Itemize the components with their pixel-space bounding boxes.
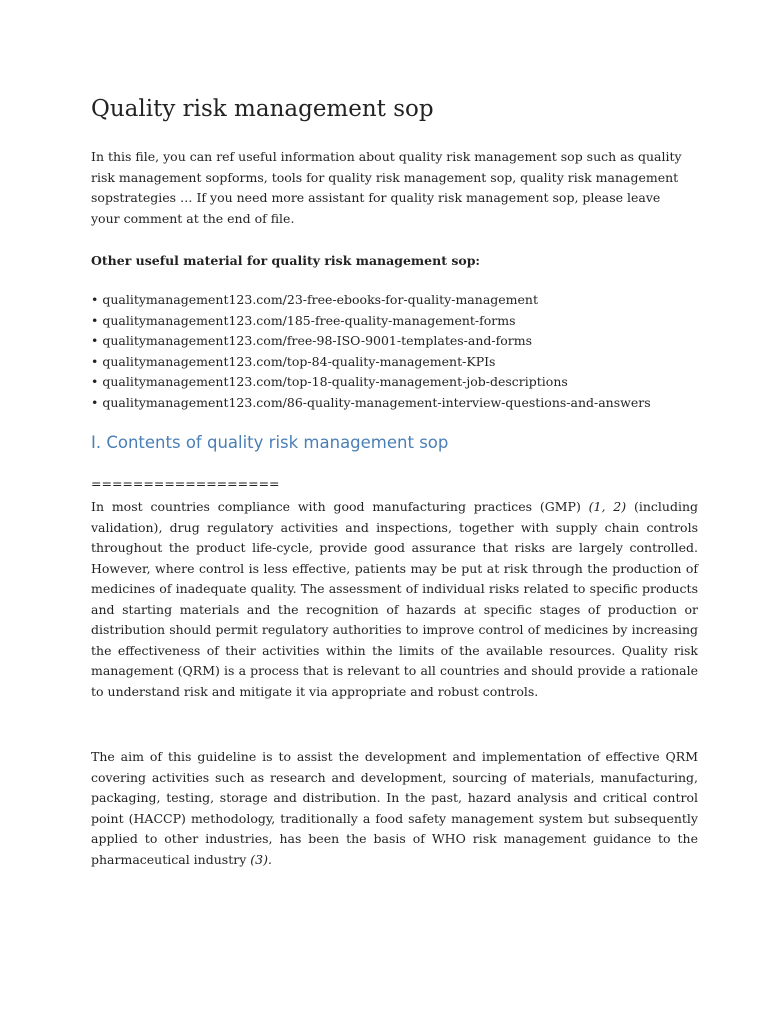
document-title: Quality risk management sop	[91, 96, 434, 122]
paragraph-text: In most countries compliance with good manufacturing practices (GMP)	[91, 499, 589, 514]
link-item[interactable]: • qualitymanagement123.com/top-84-quality-management-KPIs	[91, 353, 496, 369]
body-paragraph-1	[91, 497, 698, 702]
link-item[interactable]: • qualitymanagement123.com/23-free-ebooks-for-quality-management	[91, 292, 538, 307]
separator-line: ==================	[91, 476, 280, 491]
paragraph-text: The aim of this guideline is to assist the development and implementation of effective QRM covering activities such as research and development, sourcing of materials, manufacturing, packaging, testing, storage and distribution. In the past, hazard analysis and critical control point (HACCP) methodology, traditionally a food safety management system but subsequently applied to other industries, has been the basis of WHO risk management guidance to the pharmaceutical industry	[91, 749, 698, 867]
useful-links-list	[91, 290, 651, 414]
useful-material-heading: Other useful material for quality risk management sop:	[91, 253, 481, 268]
body-paragraph-2	[91, 747, 698, 870]
link-item[interactable]: • qualitymanagement123.com/free-98-ISO-9001-templates-and-forms	[91, 333, 533, 349]
intro-paragraph: In this file, you can ref useful information about quality risk management sop such as quality risk management sopforms, tools for quality risk management sop, quality risk management sopstrategies … If you need more assistant for quality risk management sop, please leave your comment at the end of file.	[91, 149, 682, 226]
paragraph-text: (including validation), drug regulatory activities and inspections, together with supply chain controls throughout the product life-cycle, provide good assurance that risks are largely controlled. However, where control is less effective, patients may be put at risk through the production of medicines of inadequate quality. The assessment of individual risks related to specific products and starting materials and the recognition of hazards at specific stages of production or distribution should permit regulatory authorities to improve control of medicines by increasing the effectiveness of their activities within the limits of the available resources. Quality risk management (QRM) is a process that is relevant to all countries and should provide a rationale to understand risk and mitigate it via appropriate and robust controls.	[91, 499, 699, 699]
citation-reference: (1, 2)	[588, 499, 627, 514]
section-heading-contents: I. Contents of quality risk management sop	[91, 433, 449, 452]
link-item[interactable]: • qualitymanagement123.com/top-18-quality-management-job-descriptions	[91, 374, 568, 390]
citation-reference: (3).	[250, 851, 272, 867]
link-item[interactable]: • qualitymanagement123.com/86-quality-management-interview-questions-and-answers	[91, 394, 651, 410]
link-item[interactable]: • qualitymanagement123.com/185-free-quality-management-forms	[91, 312, 516, 328]
